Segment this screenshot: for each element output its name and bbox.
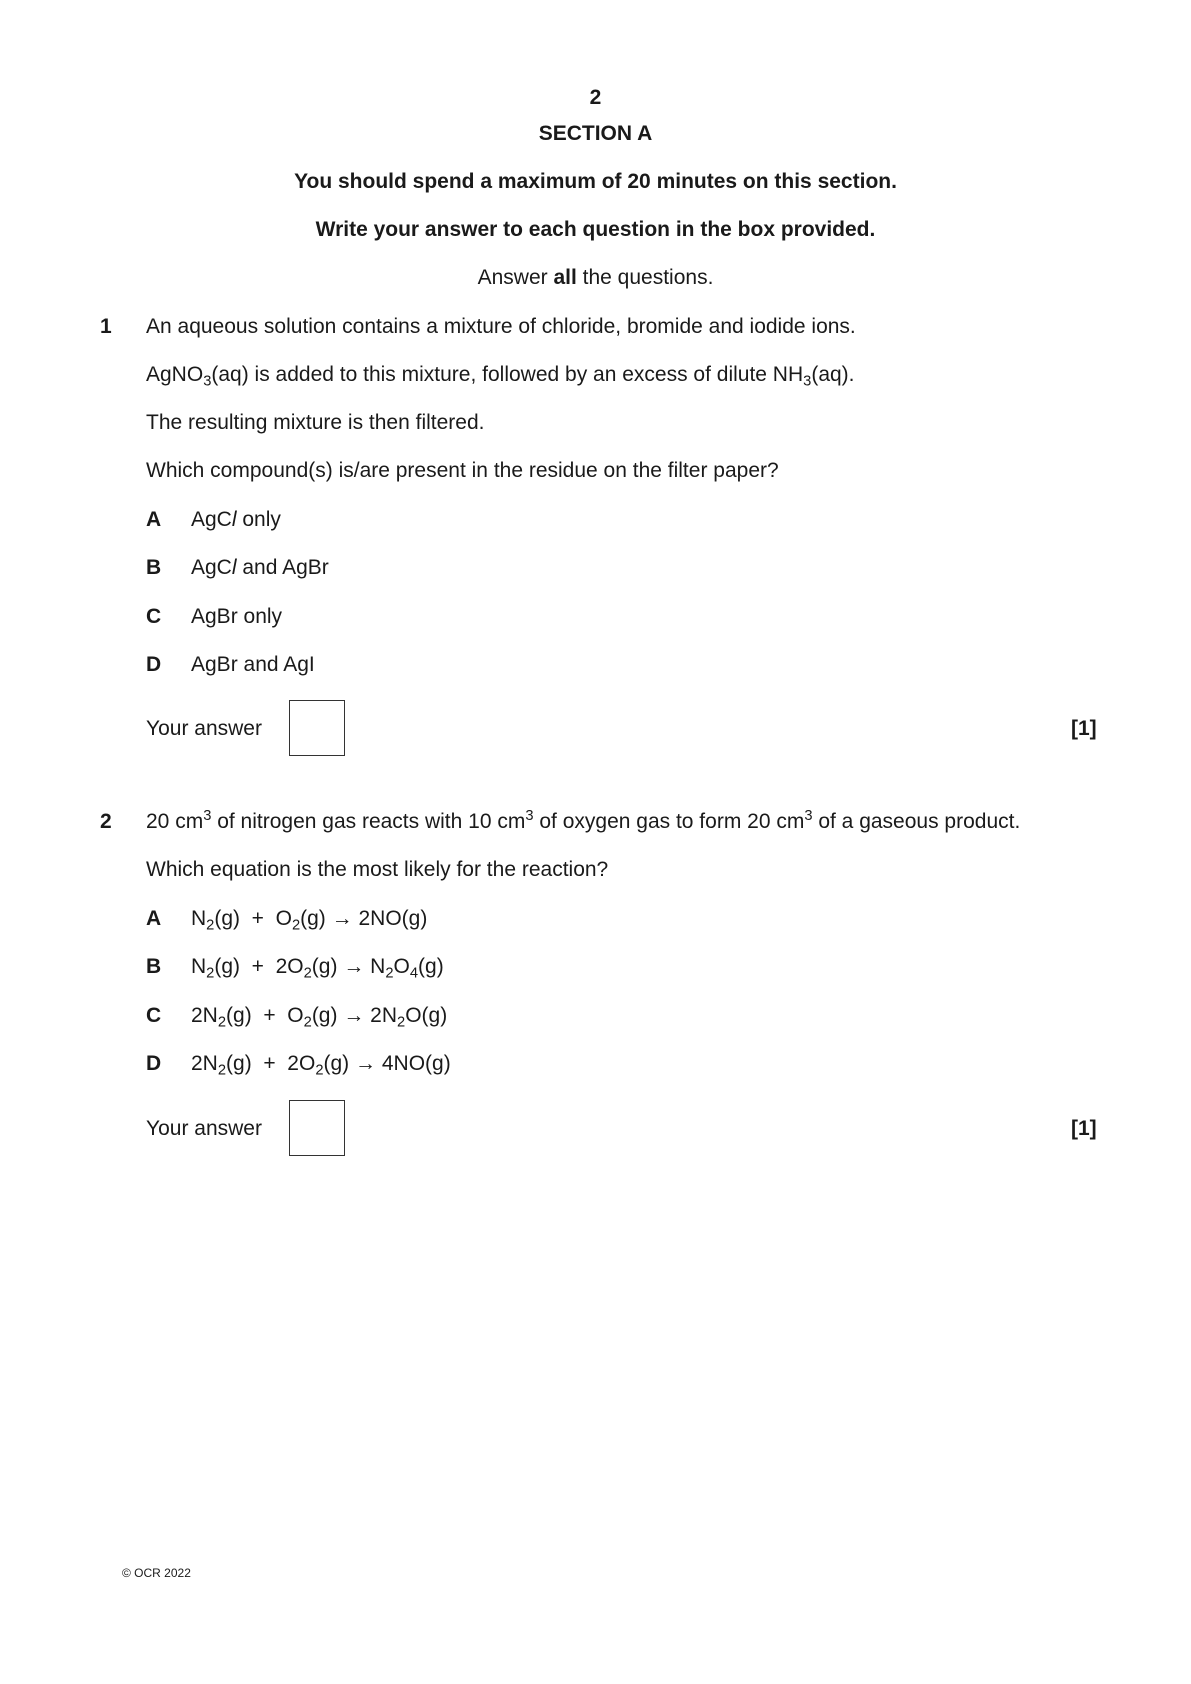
- q2-option-d-equation: $2N_2(g) + 2O_2(g) \to 4NO(g)$: [191, 1052, 451, 1079]
- q2-option-c-letter: C: [146, 1004, 162, 1027]
- q1-option-b-text: AgCl and AgBr: [191, 556, 329, 579]
- q2-option-b-equation: $N_2(g) + 2O_2(g) \to N_2O_4(g)$: [191, 955, 444, 982]
- page-number: 2: [589, 86, 602, 109]
- instruction-boxes: Write your answer to each question in the box provided.: [315, 218, 876, 241]
- q1-option-a-letter: A: [146, 508, 162, 531]
- section-title: SECTION A: [538, 122, 653, 145]
- question-1-line-4: Which compound(s) is/are present in the residue on the filter paper?: [146, 459, 779, 482]
- q1-option-c-text: AgBr only: [191, 605, 283, 628]
- q2-option-b-letter: B: [146, 955, 162, 978]
- q1-option-c-letter: C: [146, 605, 162, 628]
- q1-marks: [1]: [1071, 717, 1097, 740]
- question-1-line-1: An aqueous solution contains a mixture of chloride, bromide and iodide ions.: [146, 315, 856, 338]
- reaction-arrow-icon: →: [343, 1004, 365, 1027]
- instruction-answer-all: Answer all the questions.: [477, 266, 714, 289]
- q2-option-a-letter: A: [146, 907, 162, 930]
- q2-marks: [1]: [1071, 1117, 1097, 1140]
- q2-answer-box[interactable]: [289, 1100, 345, 1156]
- instruction-time: You should spend a maximum of 20 minutes on this section.: [294, 170, 897, 193]
- q1-answer-label: Your answer: [146, 717, 262, 740]
- copyright-footer: © OCR 2022: [122, 1566, 191, 1580]
- q2-option-c-equation: $2N_2(g) + O_2(g) \to 2N_2O(g)$: [191, 1004, 448, 1031]
- reaction-arrow-icon: →: [355, 1052, 376, 1075]
- q1-option-d-text: AgBr and AgI: [191, 653, 315, 676]
- question-1-line-2: AgNO$_3$(aq) is added to this mixture, followed by an excess of dilute $NH_3(aq)$.: [146, 363, 855, 390]
- q2-option-a-equation: $N_2(g) + O_2(g) \to 2NO(g)$: [191, 907, 428, 934]
- q1-option-a-text: AgCl only: [191, 508, 281, 531]
- q1-option-b-letter: B: [146, 556, 162, 579]
- question-1-number: 1: [100, 315, 112, 338]
- question-2-line-1: 20 $cm^3$ of nitrogen gas reacts with 10 $cm^3$ of oxygen gas to form 20 $cm^3$ of a gaseous product.: [146, 807, 1021, 833]
- question-2-line-2: Which equation is the most likely for the reaction?: [146, 858, 609, 881]
- q1-option-d-letter: D: [146, 653, 162, 676]
- reaction-arrow-icon: →: [331, 907, 353, 930]
- question-2-number: 2: [100, 810, 112, 833]
- q2-answer-label: Your answer: [146, 1117, 262, 1140]
- question-1-line-3: The resulting mixture is then filtered.: [146, 411, 485, 434]
- q2-option-d-letter: D: [146, 1052, 162, 1075]
- reaction-arrow-icon: →: [343, 955, 365, 978]
- q1-answer-box[interactable]: [289, 700, 345, 756]
